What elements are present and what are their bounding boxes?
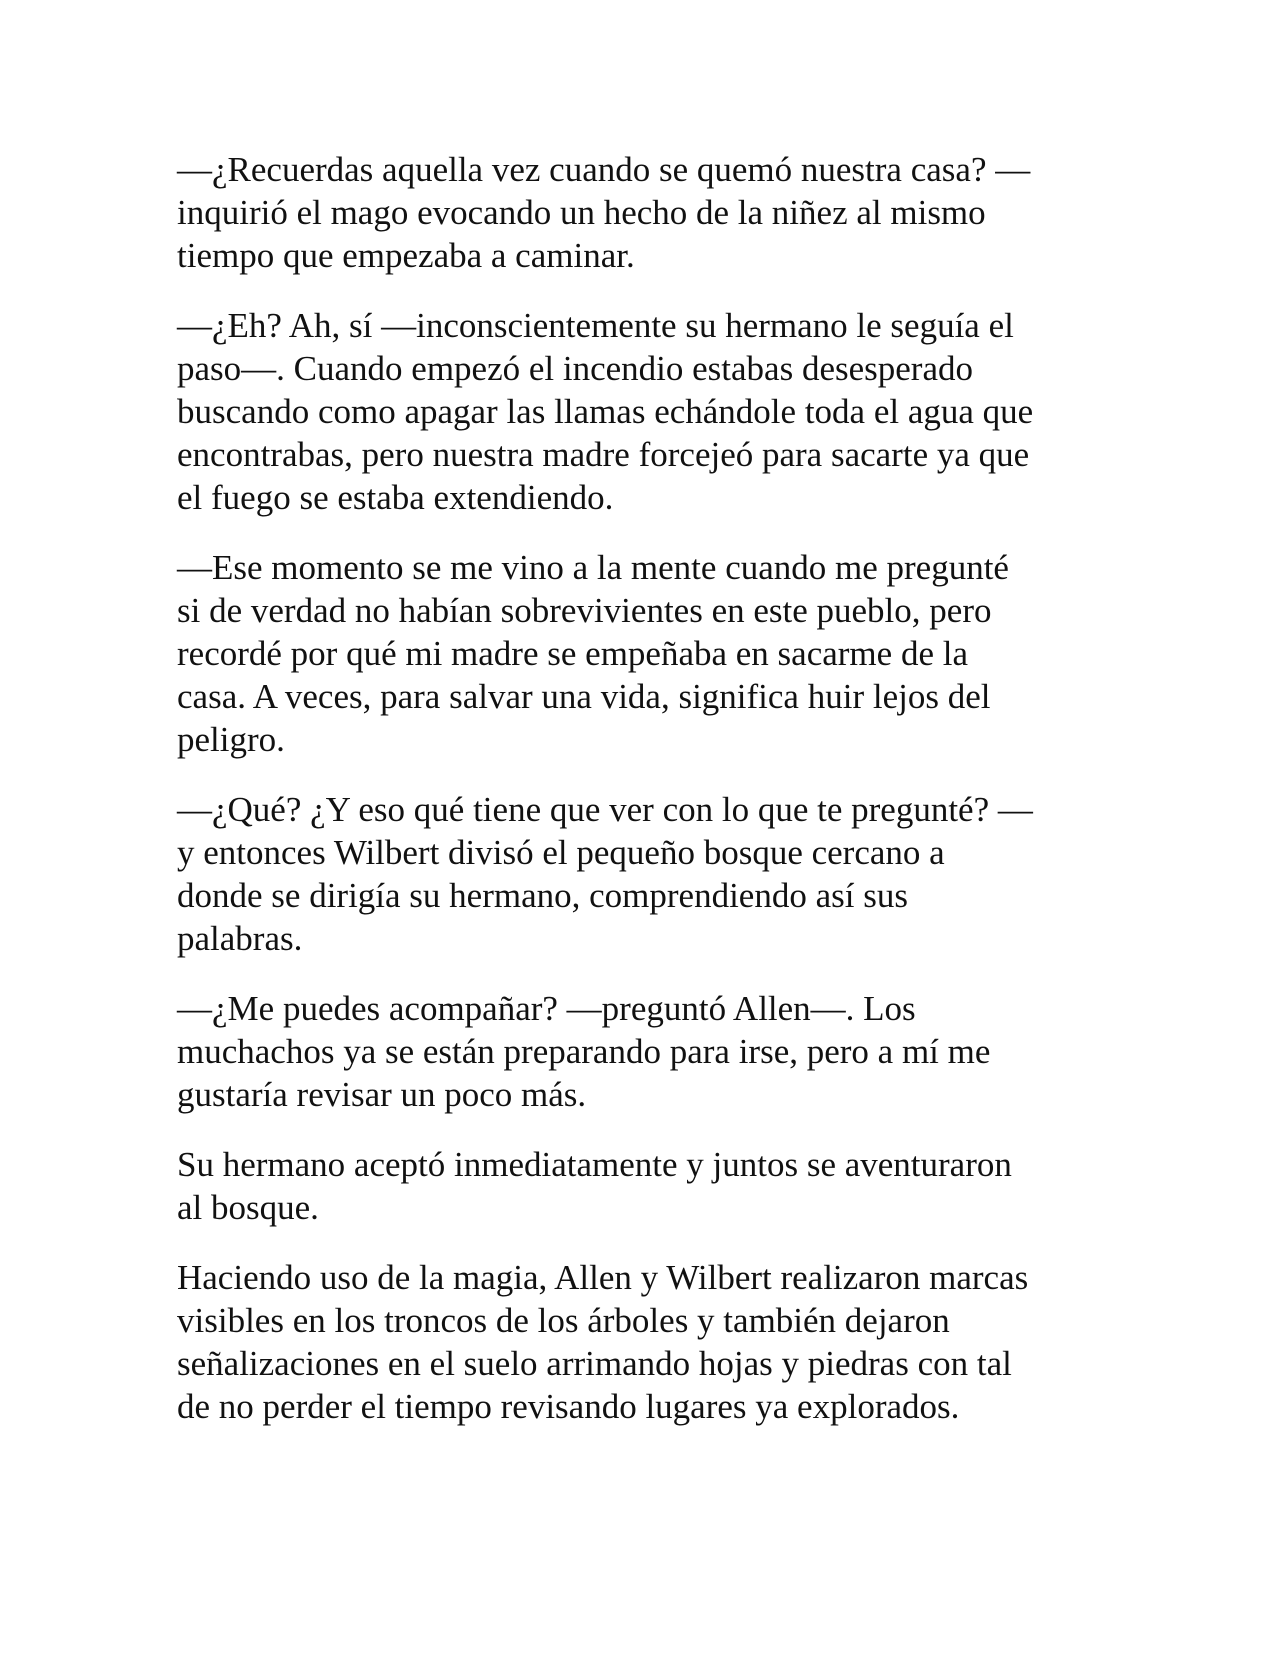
paragraph-6 <box>177 1143 1107 1229</box>
text-line: y entonces Wilbert divisó el pequeño bosque cercano a <box>177 833 945 872</box>
text-line: Haciendo uso de la magia, Allen y Wilbert realizaron marcas <box>177 1258 1029 1297</box>
text-line: paso—. Cuando empezó el incendio estabas desesperado <box>177 349 973 388</box>
text-line: de no perder el tiempo revisando lugares ya explorados. <box>177 1387 960 1426</box>
text-line: —¿Me puedes acompañar? —preguntó Allen—. Los <box>177 989 916 1028</box>
text-line: palabras. <box>177 919 303 958</box>
text-line: al bosque. <box>177 1188 319 1227</box>
text-line: tiempo que empezaba a caminar. <box>177 236 635 275</box>
text-line: recordé por qué mi madre se empeñaba en sacarme de la <box>177 634 968 673</box>
text-line: gustaría revisar un poco más. <box>177 1075 587 1114</box>
text-line: si de verdad no habían sobrevivientes en este pueblo, pero <box>177 591 992 630</box>
text-line: —¿Recuerdas aquella vez cuando se quemó nuestra casa? — <box>177 150 1031 189</box>
paragraph-1 <box>177 148 1107 277</box>
document-page <box>177 148 1107 1455</box>
text-line: muchachos ya se están preparando para irse, pero a mí me <box>177 1032 991 1071</box>
paragraph-5 <box>177 987 1107 1116</box>
paragraph-4 <box>177 788 1107 960</box>
text-line: casa. A veces, para salvar una vida, significa huir lejos del <box>177 677 991 716</box>
text-line: visibles en los troncos de los árboles y también dejaron <box>177 1301 950 1340</box>
paragraph-3 <box>177 546 1107 761</box>
text-line: buscando como apagar las llamas echándole toda el agua que <box>177 392 1034 431</box>
text-line: encontrabas, pero nuestra madre forcejeó para sacarte ya que <box>177 435 1030 474</box>
text-line: señalizaciones en el suelo arrimando hojas y piedras con tal <box>177 1344 1012 1383</box>
paragraph-2 <box>177 304 1107 519</box>
text-line: —¿Qué? ¿Y eso qué tiene que ver con lo que te pregunté? — <box>177 790 1033 829</box>
text-line: —Ese momento se me vino a la mente cuando me pregunté <box>177 548 1009 587</box>
text-line: el fuego se estaba extendiendo. <box>177 478 614 517</box>
text-line: Su hermano aceptó inmediatamente y juntos se aventuraron <box>177 1145 1012 1184</box>
text-line: —¿Eh? Ah, sí —inconscientemente su hermano le seguía el <box>177 306 1014 345</box>
text-line: inquirió el mago evocando un hecho de la niñez al mismo <box>177 193 986 232</box>
text-line: peligro. <box>177 720 285 759</box>
text-line: donde se dirigía su hermano, comprendiendo así sus <box>177 876 908 915</box>
paragraph-7 <box>177 1256 1107 1428</box>
